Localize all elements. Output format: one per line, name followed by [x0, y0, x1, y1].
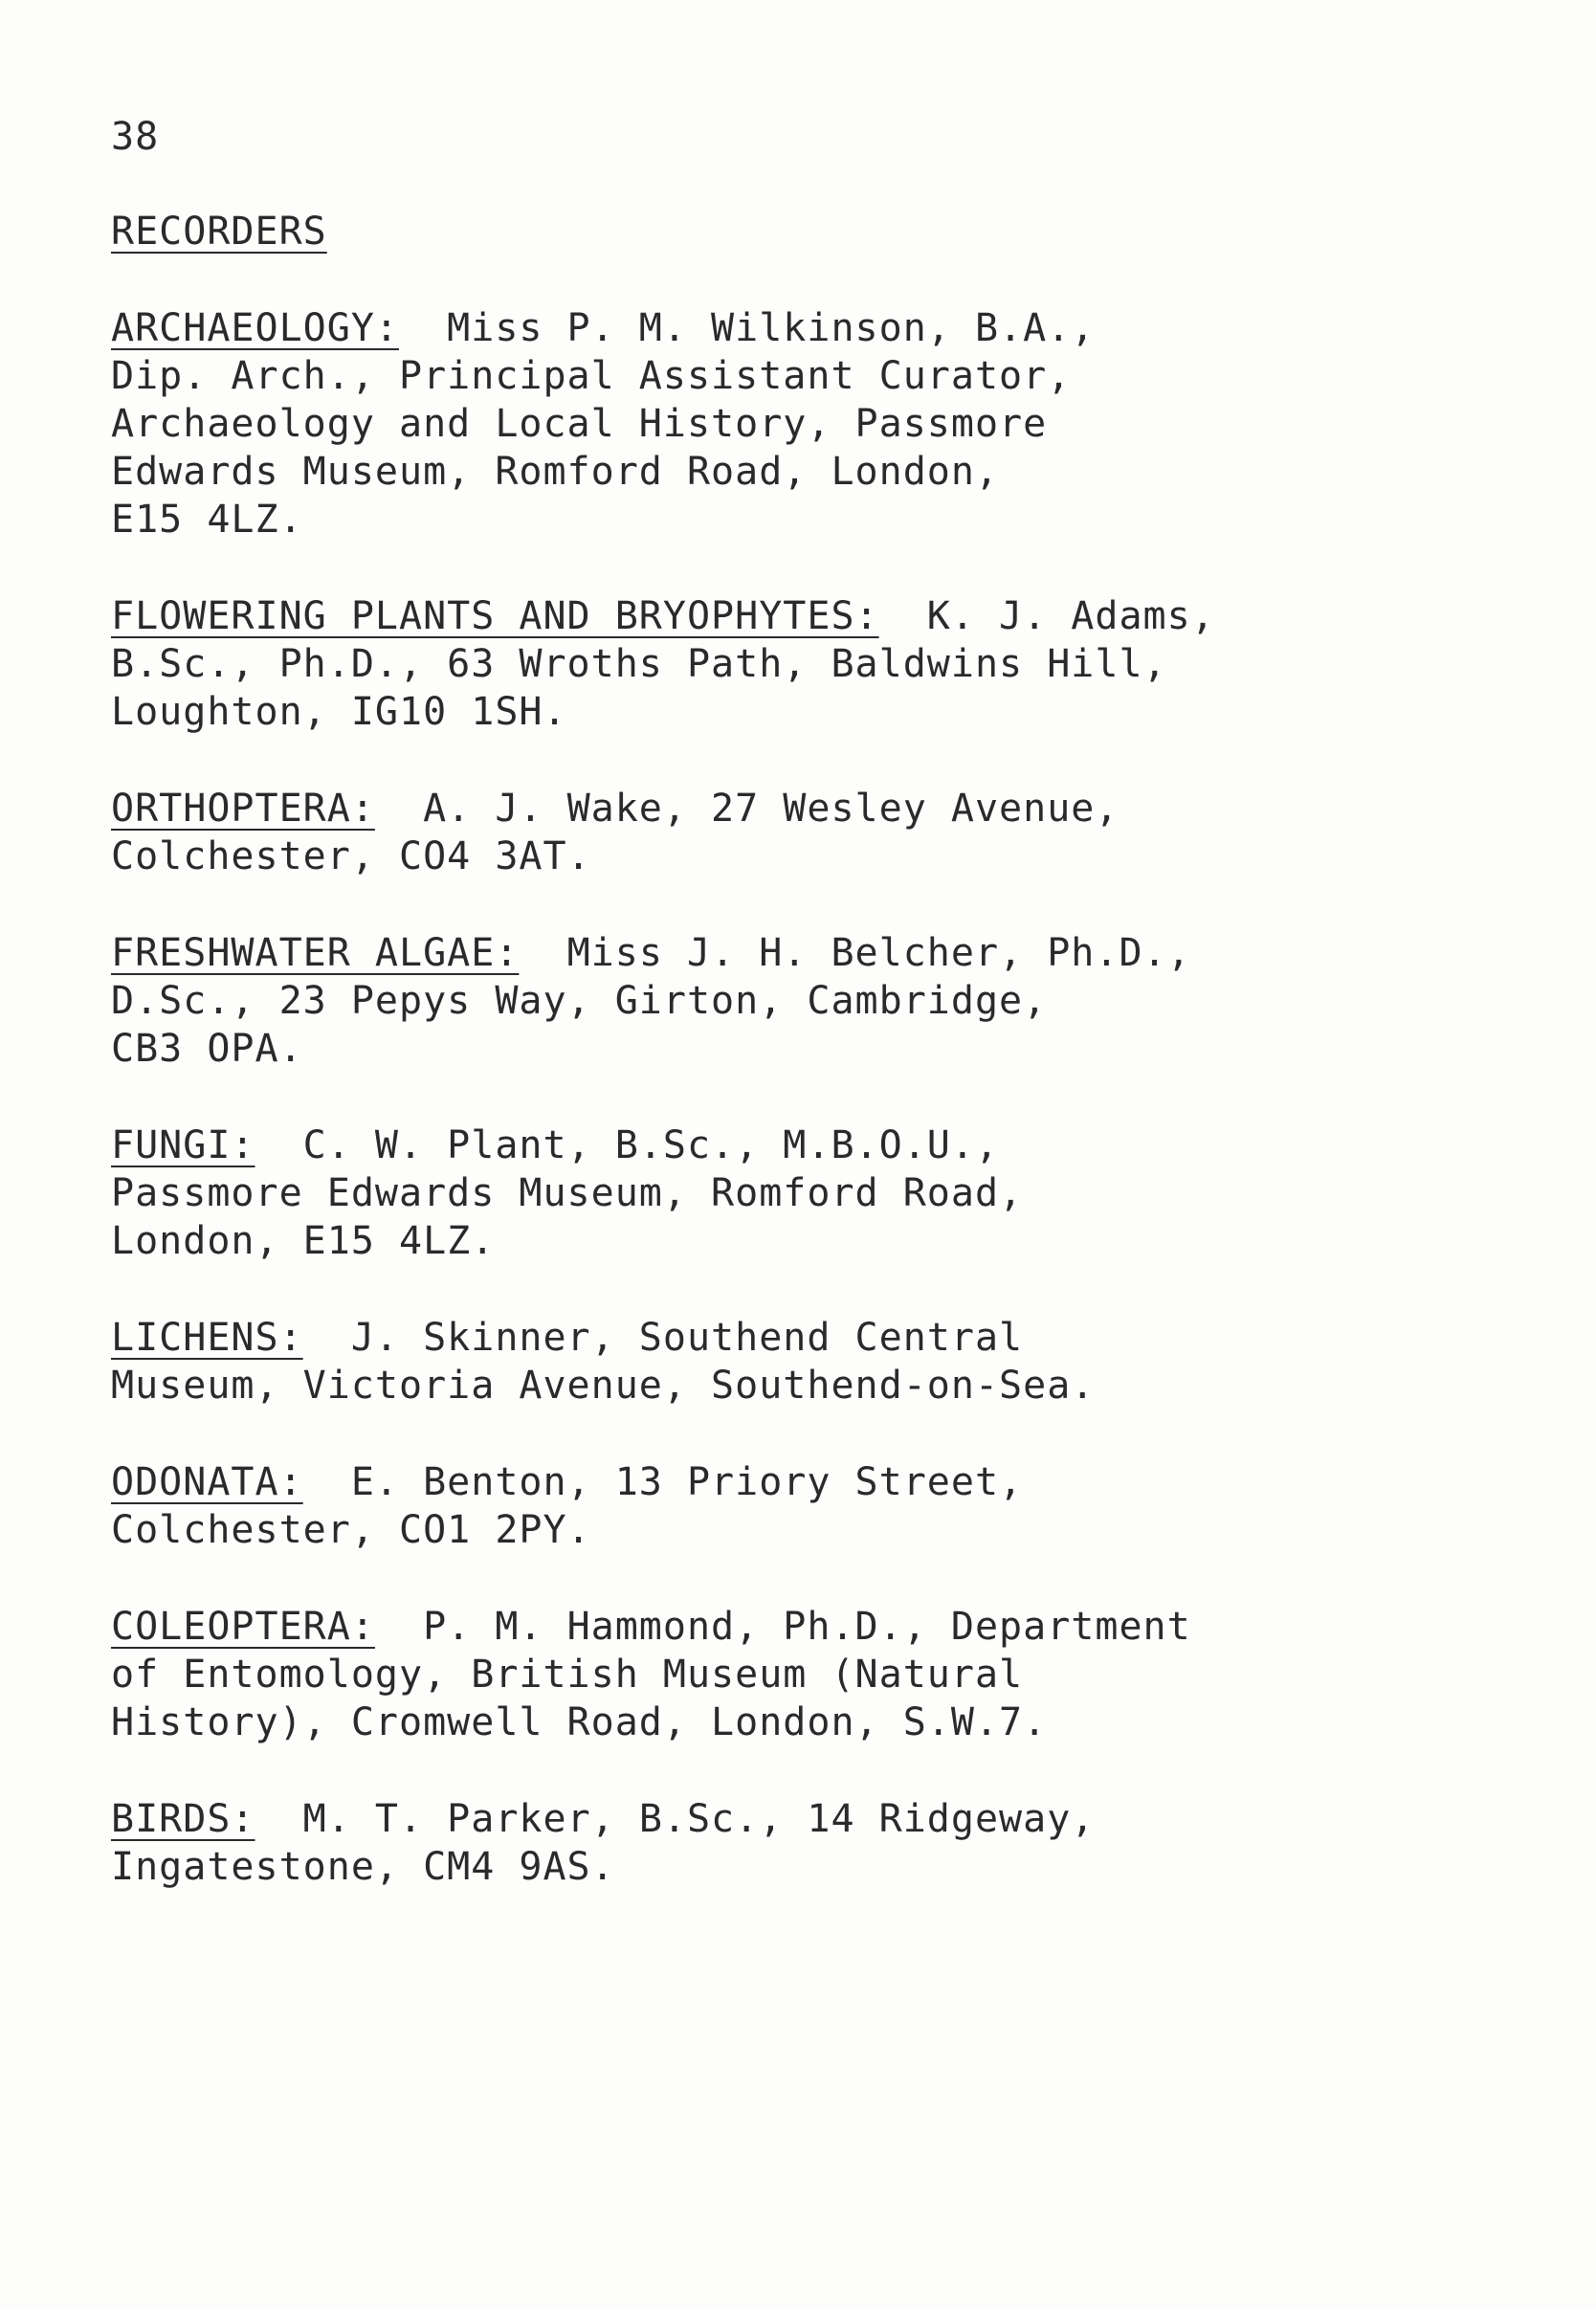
- entry-first-line: [111, 1795, 1508, 1843]
- entry-line: Loughton, IG10 1SH.: [111, 690, 567, 734]
- subject-label: ARCHAEOLOGY:: [111, 306, 399, 350]
- entry-line: B.Sc., Ph.D., 63 Wroths Path, Baldwins Hill,: [111, 642, 1167, 686]
- recorder-entry-birds: [111, 1795, 1508, 1891]
- subject-label: FUNGI:: [111, 1123, 255, 1167]
- subject-label: BIRDS:: [111, 1797, 255, 1841]
- recorder-entry-fungi: [111, 1121, 1508, 1265]
- entry-line: Archaeology and Local History, Passmore: [111, 402, 1048, 446]
- entry-first-line: [111, 785, 1508, 833]
- recorder-details: K. J. Adams,: [878, 594, 1215, 638]
- entry-line: Museum, Victoria Avenue, Southend-on-Sea.: [111, 1364, 1096, 1408]
- entry-line: D.Sc., 23 Pepys Way, Girton, Cambridge,: [111, 979, 1048, 1023]
- entry-first-line: [111, 304, 1508, 352]
- entry-first-line: [111, 929, 1508, 977]
- recorder-details: M. T. Parker, B.Sc., 14 Ridgeway,: [255, 1797, 1096, 1841]
- entry-line: London, E15 4LZ.: [111, 1219, 496, 1263]
- entry-line: Edwards Museum, Romford Road, London,: [111, 450, 1000, 494]
- entry-line: E15 4LZ.: [111, 498, 303, 542]
- subject-label: COLEOPTERA:: [111, 1605, 375, 1649]
- recorder-details: P. M. Hammond, Ph.D., Department: [374, 1605, 1191, 1649]
- recorder-details: Miss J. H. Belcher, Ph.D.,: [519, 931, 1191, 975]
- entry-line: CB3 OPA.: [111, 1027, 303, 1071]
- page-number: 38: [111, 115, 160, 159]
- entry-line: History), Cromwell Road, London, S.W.7.: [111, 1700, 1048, 1744]
- recorder-details: J. Skinner, Southend Central: [302, 1316, 1024, 1360]
- entry-first-line: [111, 1603, 1508, 1651]
- entry-first-line: [111, 592, 1508, 640]
- entry-first-line: [111, 1314, 1508, 1362]
- entry-line: Colchester, CO4 3AT.: [111, 834, 591, 878]
- recorder-entry-orthoptera: [111, 785, 1508, 880]
- recorder-entry-odonata: [111, 1458, 1508, 1554]
- entry-line: of Entomology, British Museum (Natural: [111, 1653, 1024, 1697]
- recorder-details: C. W. Plant, B.Sc., M.B.O.U.,: [255, 1123, 1000, 1167]
- entry-line: Dip. Arch., Principal Assistant Curator,: [111, 354, 1072, 398]
- subject-label: LICHENS:: [111, 1316, 303, 1360]
- recorder-details: E. Benton, 13 Priory Street,: [302, 1460, 1024, 1504]
- recorder-entry-freshwater-algae: [111, 929, 1508, 1073]
- recorder-entry-archaeology: [111, 304, 1508, 544]
- page-title: RECORDERS: [111, 210, 327, 254]
- recorder-entry-flowering-plants: [111, 592, 1508, 736]
- subject-label: FLOWERING PLANTS AND BRYOPHYTES:: [111, 594, 879, 638]
- recorder-details: A. J. Wake, 27 Wesley Avenue,: [374, 787, 1119, 831]
- subject-label: FRESHWATER ALGAE:: [111, 931, 520, 975]
- entry-line: Colchester, CO1 2PY.: [111, 1508, 591, 1552]
- entry-line: Ingatestone, CM4 9AS.: [111, 1845, 615, 1889]
- recorders-list: [111, 304, 1508, 1940]
- subject-label: ORTHOPTERA:: [111, 787, 375, 831]
- entry-line: Passmore Edwards Museum, Romford Road,: [111, 1171, 1024, 1215]
- entry-first-line: [111, 1458, 1508, 1506]
- entry-first-line: [111, 1121, 1508, 1169]
- recorder-entry-coleoptera: [111, 1603, 1508, 1746]
- subject-label: ODONATA:: [111, 1460, 303, 1504]
- recorder-details: Miss P. M. Wilkinson, B.A.,: [398, 306, 1096, 350]
- recorder-entry-lichens: [111, 1314, 1508, 1410]
